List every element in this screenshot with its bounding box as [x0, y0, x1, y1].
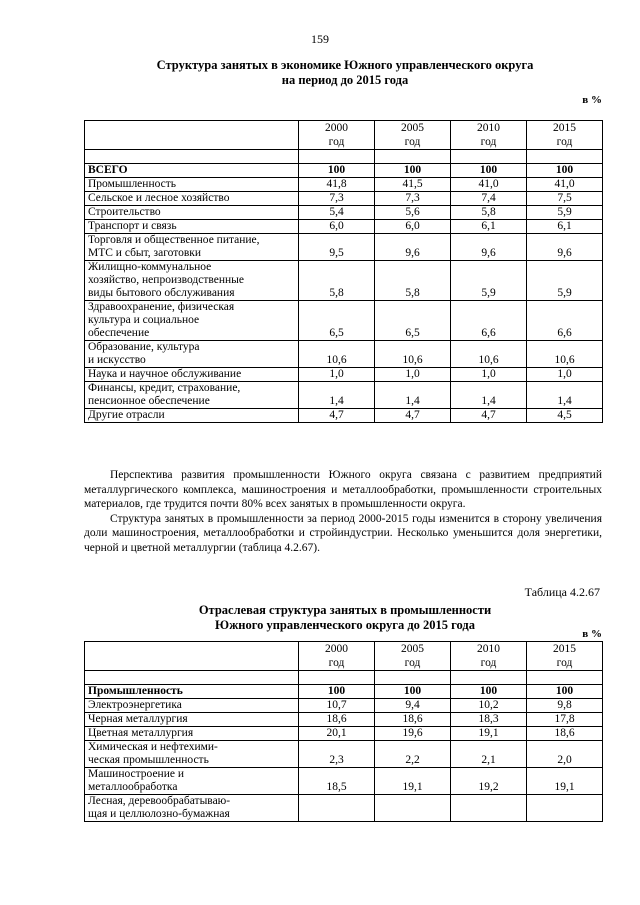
- value-cell: 19,1: [451, 727, 527, 741]
- spacer-cell: [451, 671, 527, 685]
- value-cell: 4,7: [299, 409, 375, 423]
- table-row: [85, 382, 603, 409]
- value-cell: 1,4: [451, 382, 527, 409]
- value-cell: 6,1: [451, 220, 527, 234]
- column-suffix: год: [480, 136, 497, 148]
- value-cell: 1,0: [375, 368, 451, 382]
- row-label: [85, 192, 299, 206]
- row-label-line: пенсионное обеспечение: [88, 395, 210, 407]
- row-label: [85, 685, 299, 699]
- column-year: 2005: [401, 122, 424, 134]
- row-label-line: Наука и научное обслуживание: [88, 368, 242, 380]
- row-label-line: Цветная металлургия: [88, 727, 194, 739]
- table1-title-line: на период до 2015 года: [281, 73, 409, 87]
- value-cell: 10,6: [299, 341, 375, 368]
- row-label-line: металлообработка: [88, 781, 178, 793]
- column-suffix: год: [404, 657, 421, 669]
- row-label-line: обеспечение: [88, 327, 150, 339]
- column-year: 2005: [401, 643, 424, 655]
- value-cell: 19,6: [375, 727, 451, 741]
- value-cell: 7,3: [299, 192, 375, 206]
- table-row: [85, 261, 603, 301]
- value-cell: 5,4: [299, 206, 375, 220]
- value-cell: 5,6: [375, 206, 451, 220]
- row-label: [85, 368, 299, 382]
- header-row: [85, 121, 603, 150]
- value-cell: 6,5: [299, 301, 375, 341]
- value-cell: 5,9: [451, 261, 527, 301]
- column-suffix: год: [556, 657, 573, 669]
- value-cell: 1,4: [299, 382, 375, 409]
- row-label: [85, 301, 299, 341]
- table2-title-line: Южного управленческого округа до 2015 года: [214, 618, 475, 632]
- table-row: [85, 301, 603, 341]
- row-label-line: хозяйство, непроизводственные: [88, 274, 244, 286]
- column-header: [375, 642, 451, 671]
- row-label-line: Образование, культура: [88, 341, 200, 353]
- value-cell: 9,8: [527, 699, 603, 713]
- value-cell: 9,4: [375, 699, 451, 713]
- value-cell: 18,3: [451, 713, 527, 727]
- row-label: [85, 164, 299, 178]
- column-header: [299, 642, 375, 671]
- table-row: [85, 699, 603, 713]
- table-row: [85, 409, 603, 423]
- spacer-cell: [375, 671, 451, 685]
- spacer-cell: [85, 150, 299, 164]
- value-cell: 100: [451, 164, 527, 178]
- spacer-row: [85, 150, 603, 164]
- value-cell: 18,5: [299, 768, 375, 795]
- column-header: [375, 121, 451, 150]
- table-row: [85, 192, 603, 206]
- value-cell: 6,0: [375, 220, 451, 234]
- value-cell: 5,9: [527, 261, 603, 301]
- value-cell: 4,7: [375, 409, 451, 423]
- row-label-line: ВСЕГО: [88, 164, 128, 176]
- table-row: [85, 178, 603, 192]
- value-cell: [375, 795, 451, 822]
- table-row: [85, 234, 603, 261]
- value-cell: [527, 795, 603, 822]
- row-label-line: Электроэнергетика: [88, 699, 182, 711]
- spacer-cell: [375, 150, 451, 164]
- row-label: [85, 234, 299, 261]
- value-cell: 18,6: [527, 727, 603, 741]
- column-header: [527, 121, 603, 150]
- value-cell: 9,5: [299, 234, 375, 261]
- row-label-line: Промышленность: [88, 178, 177, 190]
- row-label: [85, 409, 299, 423]
- value-cell: 1,0: [299, 368, 375, 382]
- row-label-line: Жилищно-коммунальное: [88, 261, 212, 273]
- value-cell: 19,1: [527, 768, 603, 795]
- row-label: [85, 727, 299, 741]
- table-row: [85, 341, 603, 368]
- value-cell: 6,6: [451, 301, 527, 341]
- column-year: 2000: [325, 122, 348, 134]
- value-cell: 1,0: [451, 368, 527, 382]
- value-cell: 1,0: [527, 368, 603, 382]
- spacer-row: [85, 671, 603, 685]
- value-cell: 9,6: [375, 234, 451, 261]
- value-cell: 100: [527, 164, 603, 178]
- table2-title-line: Отраслевая структура занятых в промышленности: [198, 603, 492, 617]
- spacer-cell: [451, 150, 527, 164]
- value-cell: 6,0: [299, 220, 375, 234]
- row-label-line: ческая промышленность: [88, 754, 209, 766]
- row-label-line: Промышленность: [88, 685, 183, 697]
- value-cell: 10,6: [375, 341, 451, 368]
- value-cell: 2,2: [375, 741, 451, 768]
- row-label-line: виды бытового обслуживания: [88, 287, 235, 299]
- column-header: [299, 121, 375, 150]
- row-label: [85, 713, 299, 727]
- value-cell: 6,6: [527, 301, 603, 341]
- value-cell: [451, 795, 527, 822]
- row-label: [85, 699, 299, 713]
- header-row: [85, 642, 603, 671]
- page-number: 159: [311, 32, 329, 46]
- value-cell: 41,0: [451, 178, 527, 192]
- value-cell: 1,4: [375, 382, 451, 409]
- value-cell: 7,3: [375, 192, 451, 206]
- table1-unit: в %: [582, 94, 602, 106]
- value-cell: 41,0: [527, 178, 603, 192]
- value-cell: 10,2: [451, 699, 527, 713]
- value-cell: 41,8: [299, 178, 375, 192]
- column-header: [451, 642, 527, 671]
- column-year: 2015: [553, 122, 576, 134]
- column-suffix: год: [328, 657, 345, 669]
- table1-title: [80, 58, 610, 88]
- row-label: [85, 178, 299, 192]
- spacer-cell: [527, 671, 603, 685]
- value-cell: 18,6: [375, 713, 451, 727]
- row-label-line: и искусство: [88, 354, 146, 366]
- row-label-line: Транспорт и связь: [88, 220, 177, 232]
- row-label-line: Сельское и лесное хозяйство: [88, 192, 230, 204]
- table-row: [85, 768, 603, 795]
- value-cell: 100: [451, 685, 527, 699]
- value-cell: 5,9: [527, 206, 603, 220]
- value-cell: 19,1: [375, 768, 451, 795]
- table-row: [85, 741, 603, 768]
- value-cell: 1,4: [527, 382, 603, 409]
- table1: [84, 120, 603, 423]
- table-row: [85, 164, 603, 178]
- row-label: [85, 206, 299, 220]
- value-cell: 5,8: [451, 206, 527, 220]
- row-label: [85, 382, 299, 409]
- row-label: [85, 261, 299, 301]
- table-row: [85, 713, 603, 727]
- table2-unit: в %: [582, 628, 602, 640]
- row-label-line: Лесная, деревообрабатываю-: [88, 795, 231, 807]
- body-text: [84, 468, 602, 555]
- value-cell: 7,5: [527, 192, 603, 206]
- row-label-line: щая и целлюлозно-бумажная: [88, 808, 230, 820]
- value-cell: 100: [299, 164, 375, 178]
- table-row: [85, 795, 603, 822]
- table-row: [85, 220, 603, 234]
- value-cell: 10,6: [527, 341, 603, 368]
- row-label: [85, 768, 299, 795]
- value-cell: 100: [375, 164, 451, 178]
- table-row: [85, 685, 603, 699]
- value-cell: 6,5: [375, 301, 451, 341]
- row-label-line: Финансы, кредит, страхование,: [88, 382, 241, 394]
- table-row: [85, 727, 603, 741]
- value-cell: 19,2: [451, 768, 527, 795]
- spacer-cell: [85, 671, 299, 685]
- value-cell: 100: [527, 685, 603, 699]
- row-label-line: Здравоохранение, физическая: [88, 301, 235, 313]
- value-cell: 9,6: [527, 234, 603, 261]
- spacer-cell: [527, 150, 603, 164]
- row-label-line: Торговля и общественное питание,: [88, 234, 260, 246]
- row-label-line: Черная металлургия: [88, 713, 188, 725]
- column-suffix: год: [556, 136, 573, 148]
- column-header: [451, 121, 527, 150]
- value-cell: 9,6: [451, 234, 527, 261]
- value-cell: 10,7: [299, 699, 375, 713]
- value-cell: [299, 795, 375, 822]
- table2-number: Таблица 4.2.67: [524, 585, 600, 599]
- value-cell: 2,1: [451, 741, 527, 768]
- column-year: 2015: [553, 643, 576, 655]
- header-empty-cell: [85, 121, 299, 150]
- spacer-cell: [299, 671, 375, 685]
- column-suffix: год: [328, 136, 345, 148]
- table2-title: [80, 603, 610, 633]
- row-label: [85, 220, 299, 234]
- table1-title-line: Структура занятых в экономике Южного управленческого округа: [156, 58, 534, 72]
- paragraph: Структура занятых в промышленности за период 2000-2015 годы изменится в сторону увеличения доли машиностроения, металлообработки и стройиндустрии. Несколько уменьшится доля энергетики, черной и цветной металлургии (таблица 4.2.67).: [84, 512, 602, 554]
- row-label-line: Машиностроение и: [88, 768, 184, 780]
- column-year: 2010: [477, 643, 500, 655]
- value-cell: 20,1: [299, 727, 375, 741]
- row-label-line: Другие отрасли: [88, 409, 165, 421]
- value-cell: 7,4: [451, 192, 527, 206]
- column-suffix: год: [480, 657, 497, 669]
- row-label-line: культура и социальное: [88, 314, 200, 326]
- value-cell: 2,0: [527, 741, 603, 768]
- value-cell: 5,8: [299, 261, 375, 301]
- value-cell: 4,7: [451, 409, 527, 423]
- table-row: [85, 368, 603, 382]
- value-cell: 17,8: [527, 713, 603, 727]
- value-cell: 18,6: [299, 713, 375, 727]
- value-cell: 6,1: [527, 220, 603, 234]
- paragraph: Перспектива развития промышленности Южного округа связана с развитием предприятий металлургического комплекса, машиностроения и металлообработки, промышленности строительных материалов, где трудится почти 80% всех занятых в промышленности округа.: [84, 469, 602, 510]
- header-empty-cell: [85, 642, 299, 671]
- spacer-cell: [299, 150, 375, 164]
- value-cell: 5,8: [375, 261, 451, 301]
- row-label: [85, 795, 299, 822]
- value-cell: 100: [375, 685, 451, 699]
- value-cell: 4,5: [527, 409, 603, 423]
- value-cell: 41,5: [375, 178, 451, 192]
- value-cell: 2,3: [299, 741, 375, 768]
- value-cell: 10,6: [451, 341, 527, 368]
- table2: [84, 641, 603, 822]
- row-label: [85, 741, 299, 768]
- row-label-line: Строительство: [88, 206, 161, 218]
- column-suffix: год: [404, 136, 421, 148]
- row-label-line: МТС и сбыт, заготовки: [88, 247, 202, 259]
- row-label: [85, 341, 299, 368]
- value-cell: 100: [299, 685, 375, 699]
- column-year: 2000: [325, 643, 348, 655]
- row-label-line: Химическая и нефтехими-: [88, 741, 218, 753]
- column-year: 2010: [477, 122, 500, 134]
- table-row: [85, 206, 603, 220]
- column-header: [527, 642, 603, 671]
